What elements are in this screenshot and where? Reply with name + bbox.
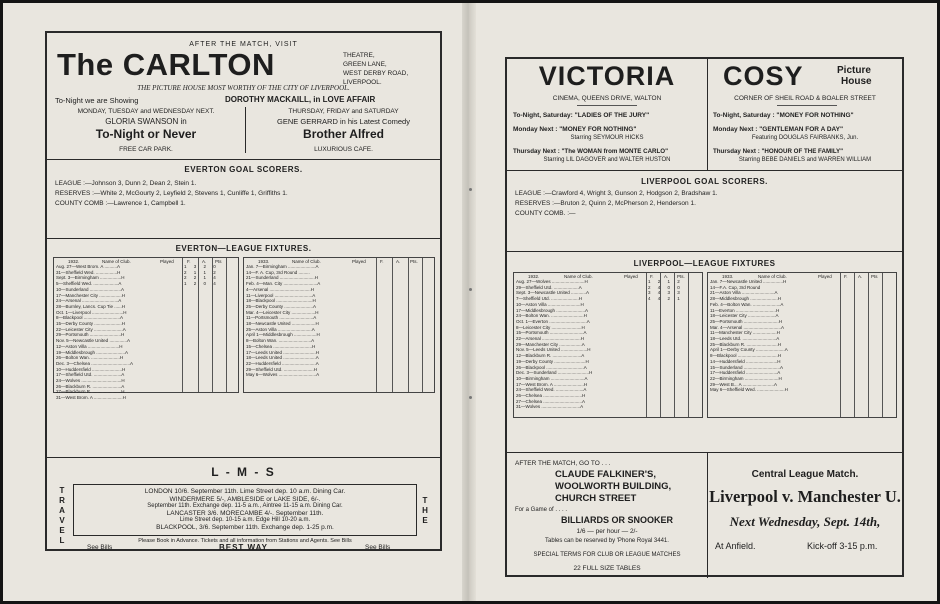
cosy-thursday-star: Starring BEBE DANIELS and WARREN WILLIAM <box>738 157 872 163</box>
fixture-row: 10—Sunderland .........................A <box>56 286 125 292</box>
victoria-name: VICTORIA <box>538 61 676 91</box>
fixture-row: 4 4 2 1 <box>648 296 680 302</box>
falkiner-name: CLAUDE FALKINER'S, <box>555 469 656 480</box>
fixture-row: 21—Sunderland ............................H <box>246 275 319 281</box>
carlton-subtitle: THE PICTURE HOUSE MOST WORTHY OF THE CITY OF LIVERPOOL. <box>137 84 350 92</box>
fixture-row: 11—Manchester City ...................H <box>710 330 780 336</box>
fixture-row: 17—Huddersfield .........................A <box>710 370 781 376</box>
lms-windermere: WINDERMERE 5/-, AMBLESIDE or LAKE SIDE, 6/-. <box>169 496 321 503</box>
fixture-row: 29—Sheffield Utd. ........................H <box>246 366 317 372</box>
carlton-tagline: AFTER THE MATCH, VISIT <box>189 41 298 48</box>
lms-blackpool: BLACKPOOL, 3/6. September 11th. Exchange dep. 1-25 p.m. <box>156 524 334 531</box>
lms-see-bills-left: See Bills <box>87 544 113 551</box>
fixture-row: 27—Blackburn R. .......................H <box>56 389 125 395</box>
falkiner-building: WOOLWORTH BUILDING, <box>555 481 672 492</box>
fixture-row: Oct. 1—Everton ..............................A <box>516 318 590 324</box>
victoria-address: CINEMA, QUEENS DRIVE, WALTON <box>552 95 662 102</box>
lms-advert <box>47 457 440 551</box>
vertical-letter: V <box>59 516 65 525</box>
fixture-row: 8—Blackpool .............................A <box>56 315 124 321</box>
fixture-row: Oct. 1—Liverpool .........................H <box>56 309 127 315</box>
binding-gutter <box>462 3 476 601</box>
fixture-row: 25—Blackburn R. .........................H <box>710 341 782 347</box>
fixture-row: 26—Chelsea ...............................H <box>516 393 586 399</box>
fixture-row: Nov. 5—Leeds United .....................H <box>516 347 591 353</box>
carlton-right-film: Brother Alfred <box>303 127 384 141</box>
fixture-row: 24—Wolves ................................H <box>56 378 125 384</box>
fixture-row: 18—Blackpool .............................H <box>246 298 316 304</box>
fixture-row: 18—Leeds Utd. ...........................A <box>710 336 780 342</box>
fixture-row: 11—Portsmouth ...........................A <box>246 315 317 321</box>
cinema-divider <box>707 59 708 171</box>
carlton-tonight-label: To-Night we are Showing <box>55 96 139 105</box>
liverpool-scorers-title: LIVERPOOL GOAL SCORERS. <box>641 177 768 186</box>
everton-scorers-county: COUNTY COMB :—Lawrence 1, Campbell 1. <box>55 200 186 207</box>
fixture-row: Aug. 27—West Brom. A ..........A <box>56 264 120 269</box>
fixture-row: 25—Portsmouth ............................H <box>710 318 783 324</box>
fixture-row: 11—Liverpool ..............................A <box>246 292 316 298</box>
vertical-letter: T <box>422 496 428 505</box>
victoria-rule <box>577 105 637 106</box>
central-league-venue: At Anfield. <box>715 541 756 551</box>
vertical-letter: R <box>59 496 65 505</box>
fixture-row: 12—Aston Villa .........................H <box>56 343 123 349</box>
lms-lancaster: LANCASTER 3/6. MORECAMBE 4/-. September 11th. <box>166 510 324 517</box>
vertical-letter: E <box>422 516 428 525</box>
carlton-divider <box>245 107 246 153</box>
cosy-tag: Picture House <box>837 65 872 87</box>
fixture-row: 26—Blackburn R. .......................A <box>56 383 125 389</box>
staple-hole <box>469 188 472 191</box>
fixture-row: 10—Aston Villa ..........................H <box>516 301 584 307</box>
liverpool-scorers-county: COUNTY COMB. :— <box>515 210 576 217</box>
fixture-row: 18—Leicester City ......................A <box>710 313 779 319</box>
cinema-adverts <box>507 59 902 171</box>
central-league-kickoff: Kick-off 3-15 p.m. <box>807 541 878 551</box>
liverpool-scorers-reserves: RESERVES :—Bruton 2, Quinn 2, McPherson 2, Henderson 1. <box>515 200 696 207</box>
cosy-thursday: Thursday Next : "HONOUR OF THE FAMILY" <box>713 148 844 155</box>
vertical-letter: T <box>59 486 65 495</box>
carlton-right-star: GENE GERRARD in his Latest Comedy <box>277 117 410 126</box>
fixture-row: 3 4 3 3 <box>648 290 680 296</box>
falkiner-tables: 22 FULL SIZE TABLES <box>573 565 641 572</box>
carlton-address: THEATRE, GREEN LANE, WEST DERBY ROAD, LIVERPOOL. <box>343 52 409 86</box>
fixture-row: 24—Bolton Wan. ..........................H <box>516 313 587 319</box>
fixture-row: 18—Leeds United ..........................A <box>246 355 319 361</box>
fixture-row: Mar. 4—Leicester City ...................H <box>246 309 319 315</box>
fixture-row: Jan. 7—Birmingham ......................A <box>246 264 319 269</box>
bottom-adverts <box>507 452 902 577</box>
lms-london: LONDON 10/6. September 11th. Lime Street dep. 10 a.m. Dining Car. <box>144 488 346 495</box>
cosy-address: CORNER OF SHEIL ROAD & BOALER STREET <box>734 95 876 102</box>
everton-scorers-title: EVERTON GOAL SCORERS. <box>184 165 303 174</box>
fixture-row: 15—Portsmouth ...........................A <box>516 330 587 336</box>
carlton-left-days: MONDAY, TUESDAY and WEDNESDAY NEXT. <box>77 108 215 115</box>
fixture-row: 1 3 2 0 <box>184 264 216 269</box>
falkiner-terms: SPECIAL TERMS FOR CLUB OR LEAGUE MATCHES <box>533 552 681 558</box>
fixture-row: 26—Bolton Wan. .......................H <box>56 355 124 361</box>
staple-hole <box>469 288 472 291</box>
right-page-frame <box>505 57 904 577</box>
staple-hole <box>469 396 472 399</box>
liverpool-fixtures-table-1932: 1932. Name of Club. Played F. A. Pts. Aug. 27—Wolves ..........................H 29—Sheffield Utd. ....................A Sept. 3—Newcastle United ............A 7—Sheffield Utd. ......................H 10—Aston Villa ..........................H 17—Middlesbrough .......................A 24—Bolton Wan. ..........................H Oct. 1—Everton ..............................A 8—Leicester City ........................H 15—Portsmouth ...........................A 22—Arsenal ...............................H 29—Manchester City ..................A Nov. 5—Leeds United .....................H 12—Blackburn R. .......................A 19—Derby County .........................H 26—Blackpool ..............................A Dec. 3—Sunderland .........................H 10—Birmingham ...........................A 17—West Brom. A ........................H 24—Sheffield Wed. ......................A 26—Chelsea ...............................H 27—Chelsea ...............................A 31—Wolves ...............................A 1 2 1 2 2 4 0 0 3 4 3 3 4 4 2 1 <box>513 272 703 418</box>
fixture-row: April 1—Derby County .......................A <box>710 347 788 353</box>
fixture-row: 29—West B... A .........................A <box>710 381 777 387</box>
fixture-row: 8—Bolton Wan. ..........................A <box>246 338 315 344</box>
lms-title: L - M - S <box>211 465 276 479</box>
fixture-row: 14—F. A. Cup, 3rd Round ......... <box>246 269 310 275</box>
everton-fixtures-title: EVERTON—LEAGUE FIXTURES. <box>175 244 312 253</box>
fixture-row: 15—Chelsea ...............................H <box>246 343 316 349</box>
fixture-row: 31—West Brom. A .......................H <box>56 395 126 401</box>
fixture-row: 14—Huddersfield .........................H <box>710 358 781 364</box>
carlton-advert <box>47 33 440 161</box>
lms-see-bills-right: See Bills <box>365 544 391 551</box>
lms-windermere-times: September 11th. Exchange dep. 11-5 a.m., Aintree 11-15 a.m. Dining Car. <box>147 503 343 509</box>
lms-best-way: BEST WAY <box>218 543 269 552</box>
fixture-row: 4—Arsenal .................................H <box>246 286 315 292</box>
lms-the-vertical <box>420 496 430 526</box>
fixture-row: Nov. 5—Newcastle United ..............A <box>56 338 130 344</box>
cosy-name: COSY <box>723 61 804 91</box>
fixture-row: 26—Blackpool ..............................A <box>516 364 587 370</box>
fixture-row: Feb. 4—Man. City ...........................A <box>246 281 321 287</box>
fixture-row: 14—F.A. Cup, 3rd Round <box>710 284 761 290</box>
fixture-row: Jan. 7—Newcastle United ................H <box>710 279 787 284</box>
vertical-letter: E <box>59 526 65 535</box>
fixture-row: Dec. 3—Sunderland .........................H <box>516 370 593 376</box>
fixture-row: 27—Chelsea ...............................A <box>516 398 586 404</box>
falkiner-intro: AFTER THE MATCH, GO TO . . . <box>515 460 611 467</box>
fixture-row: 1 2 1 2 <box>648 279 680 284</box>
fixture-row: 22—Birmingham ...........................H <box>710 375 782 381</box>
lms-lancaster-times: Lime Street dep. 10-15 a.m. Edge Hill 10-20 a.m. <box>179 517 311 523</box>
carlton-cafe: LUXURIOUS CAFE. <box>314 146 373 153</box>
fixture-row: 25—Aston Villa ...........................A <box>246 326 315 332</box>
everton-scorers-league: LEAGUE :—Johnson 3, Dunn 2, Dean 2, Stein 1. <box>55 180 197 187</box>
fixture-row: Feb. 4—Bolton Wan. ......................A <box>710 301 784 307</box>
victoria-monday-star: Starring SEYMOUR HICKS <box>570 135 644 141</box>
fixture-row: 19—Derby County .........................H <box>516 358 589 364</box>
liverpool-goal-scorers <box>507 170 902 252</box>
carlton-right-days: THURSDAY, FRIDAY and SATURDAY <box>288 108 399 115</box>
fixture-row: 15—Derby County ......................H <box>56 321 126 327</box>
liverpool-fixtures-table-1933: 1933. Name of Club. Played F. A. Pts Jan. 7—Newcastle United ................H 14—F.A. Cup, 3rd Round 21—Aston Villa ..........................A 28—Middlesbrough ......................H Feb. 4—Bolton Wan. ......................A 11—Everton ................................H 18—Leicester City ......................A 25—Portsmouth ............................H Mar. 4—Arsenal ..............................A 11—Manchester City ...................H 18—Leeds Utd. ...........................A 25—Blackburn R. .........................H April 1—Derby County .......................A 8—Blackpool ................................H 14—Huddersfield .........................H 15—Sunderland .............................A 17—Huddersfield .........................A 22—Birmingham ...........................H 29—West B... A .........................A May 6—Sheffield Wed. ......................H <box>707 272 897 418</box>
fixture-row: 10—Huddersfield ........................H <box>56 366 126 372</box>
lms-services-box <box>73 484 417 536</box>
cosy-rule <box>777 105 837 106</box>
fixture-row: 17—Middlesbrough .......................A <box>516 307 589 313</box>
fixture-row: 28—Middlesbrough ......................H <box>710 296 782 302</box>
fixture-row: Dec. 3—Chelsea ...............................A <box>56 360 134 366</box>
fixture-row: 29—Portsmouth .........................H <box>56 332 125 338</box>
fixture-row: 17—West Brom. A ........................H <box>516 381 588 387</box>
fixture-row: Aug. 27—Wolves ..........................H <box>516 279 588 284</box>
vertical-letter: L <box>59 536 65 545</box>
everton-fixtures-table-1933: 1933. Name of Club. Played F. A. Pts. Jan. 7—Birmingham ......................A 14—F. A. Cup, 3rd Round ......... 21—Sunderland ............................H Feb. 4—Man. City ...........................A 4—Arsenal .................................H 11—Liverpool ..............................A 18—Blackpool .............................H 25—Derby County .......................A Mar. 4—Leicester City ...................H 11—Portsmouth ...........................A 18—Newcastle United ...................H 25—Aston Villa ...........................A April 1—Middlesbrough ..................H 8—Bolton Wan. ..........................A 15—Chelsea ...............................H 17—Leeds United ..........................H 18—Leeds United ..........................A 22—Huddersfield ...........................A 29—Sheffield Utd. ........................H May 6—Wolves ..............................A <box>243 257 435 393</box>
falkiner-phone: Tables can be reserved by 'Phone Royal 3441. <box>545 538 669 544</box>
fixture-row: May 6—Wolves ..............................A <box>246 372 320 378</box>
fixture-row: 17—Leeds United ..........................H <box>246 349 320 355</box>
falkiner-street: CHURCH STREET <box>555 493 637 504</box>
fixture-row: 31—Wolves ...............................A <box>516 404 584 410</box>
fixture-row: 24—Sheffield Wed. ......................A <box>516 387 587 393</box>
lms-booking-note: Please Book in Advance. Tickets and all information from Stations and Agents. See Bills <box>138 538 352 544</box>
carlton-name: The CARLTON <box>57 47 275 82</box>
fixture-row: 11—Everton ................................H <box>710 307 780 313</box>
victoria-thursday-star: Starring LIL DAGOVER and WALTER HUSTON <box>543 157 671 163</box>
liverpool-fixtures <box>507 251 902 421</box>
fixture-row: 2 1 1 2 <box>184 269 216 275</box>
fixture-row: 7—Sheffield Utd. ......................H <box>516 296 582 302</box>
lms-travel-vertical <box>57 486 67 546</box>
fixture-row: 17—Manchester City ..................H <box>56 292 126 298</box>
victoria-monday: Monday Next : "MONEY FOR NOTHING" <box>513 126 637 133</box>
fixture-row: 1 2 0 4 <box>184 281 216 287</box>
fixture-row: Sept. 3—Newcastle United ............A <box>516 290 590 296</box>
central-league-title: Central League Match. <box>751 469 859 480</box>
everton-fixtures <box>47 238 440 401</box>
vertical-letter: A <box>59 506 65 515</box>
fixture-row: 17—Sheffield Utd. ......................A <box>56 372 125 378</box>
fixture-row: 12—Blackburn R. .......................A <box>516 353 585 359</box>
victoria-thursday: Thursday Next : "The WOMAN from MONTE CARLO" <box>513 148 669 155</box>
carlton-free-car-park: FREE CAR PARK. <box>119 146 173 153</box>
central-league-fixture: Liverpool v. Manchester U. <box>709 487 901 506</box>
fixture-row: Sept. 3—Birmingham .................H <box>56 275 125 281</box>
victoria-tonight: To-Night, Saturday: "LADIES OF THE JURY" <box>513 112 650 119</box>
fixture-row: 8—Leicester City ........................H <box>516 324 585 330</box>
falkiner-for-a-game: For a Game of . . . . <box>515 507 568 513</box>
fixture-row: 29—Sheffield Utd. ....................A <box>516 284 582 290</box>
everton-scorers-reserves: RESERVES :—White 2, McGourty 2, Leyfield 2, Stevens 1, Cunliffe 1, Griffiths 1. <box>55 190 288 197</box>
cosy-tonight: To-Night, Saturday : "MONEY FOR NOTHING" <box>713 112 854 119</box>
fixture-row: 2 4 0 0 <box>648 284 680 290</box>
fixture-row: May 6—Sheffield Wed. ......................H <box>710 387 788 393</box>
fixture-row: 24—Arsenal .............................A <box>56 298 122 304</box>
fixture-row: 18—Newcastle United ...................H <box>246 321 319 327</box>
falkiner-price: 1/6 — per hour — 2/- <box>576 528 638 535</box>
fixture-row: 22—Leicester City .......................A <box>56 326 126 332</box>
fixture-row: 29—Manchester City ..................A <box>516 341 585 347</box>
fixture-row: 21—Aston Villa ..........................A <box>710 290 778 296</box>
everton-goal-scorers <box>47 159 440 239</box>
fixture-row: 15—Sunderland .............................A <box>710 364 784 370</box>
central-league-date: Next Wednesday, Sept. 14th, <box>729 514 881 529</box>
fixture-row: 28—Burnley, Lancs. Cup Tie ......H <box>56 303 125 309</box>
cosy-monday-star: Featuring DOUGLAS FAIRBANKS, Jun. <box>751 135 859 141</box>
fixture-row: 31—Sheffield Wed. .................H <box>56 269 121 275</box>
liverpool-scorers-league: LEAGUE :—Crawford 4, Wright 3, Gunson 2, Hodgson 2, Bradshaw 1. <box>515 190 718 197</box>
everton-fixtures-table-1932: 1932. Name of Club. Played F. A. Pts Aug. 27—West Brom. A ..........A 31—Sheffield Wed. .................H Sept. 3—Birmingham .................H 5—Sheffield Wed. ....................A 10—Sunderland .........................A 17—Manchester City ..................H 24—Arsenal .............................A 28—Burnley, Lancs. Cup Tie ......H Oct. 1—Liverpool .........................H 8—Blackpool .............................A 15—Derby County ......................H 22—Leicester City .......................A 29—Portsmouth .........................H Nov. 5—Newcastle United ..............A 12—Aston Villa .........................H 19—Middlesbrough .......................A 26—Bolton Wan. .......................H Dec. 3—Chelsea ...............................A 10—Huddersfield ........................H 17—Sheffield Utd. ......................A 24—Wolves ................................H 26—Blackburn R. .......................A 27—Blackburn R. .......................H 31—West Brom. A .......................H 1 3 2 0 2 1 1 2 2 2 1 4 1 2 0 4 <box>53 257 239 393</box>
fixture-row: Mar. 4—Arsenal ..............................A <box>710 324 785 330</box>
fixture-row: 2 2 1 4 <box>184 275 216 281</box>
cosy-monday: Monday Next : "GENTLEMAN FOR A DAY" <box>713 126 844 133</box>
fixture-row: 25—Derby County .......................A <box>246 303 317 309</box>
fixture-row: 10—Birmingham ...........................A <box>516 375 588 381</box>
carlton-left-star: GLORIA SWANSON in <box>105 117 187 126</box>
fixture-row: 19—Middlesbrough .......................A <box>56 349 129 355</box>
left-page-frame <box>45 31 442 551</box>
vertical-letter: H <box>422 506 428 515</box>
falkiner-billiards: BILLIARDS OR SNOOKER <box>561 515 674 525</box>
liverpool-fixtures-title: LIVERPOOL—LEAGUE FIXTURES <box>633 259 776 268</box>
carlton-tonight-star: DOROTHY MACKAILL, in LOVE AFFAIR <box>225 95 376 104</box>
fixture-row: April 1—Middlesbrough ..................H <box>246 332 320 338</box>
fixture-row: 5—Sheffield Wed. ....................A <box>56 281 122 287</box>
fixture-row: 22—Arsenal ...............................H <box>516 336 585 342</box>
fixture-row: 22—Huddersfield ...........................A <box>246 360 319 366</box>
fixture-row: 8—Blackpool ................................H <box>710 353 782 359</box>
carlton-left-film: To-Night or Never <box>95 127 197 141</box>
